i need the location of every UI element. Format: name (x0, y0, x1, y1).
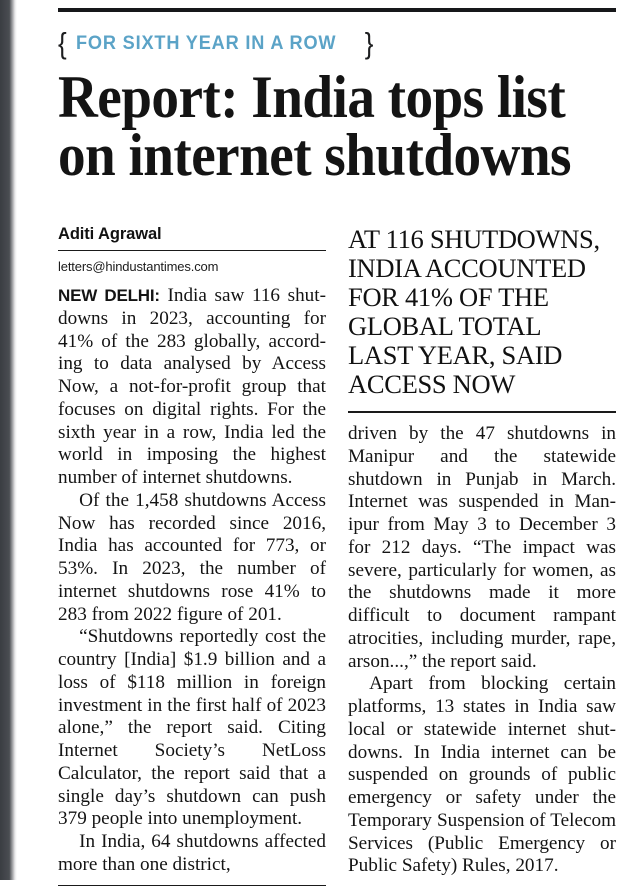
paragraph: Of the 1,458 shutdowns Access Now has recorded since 2016, India has accounted for 773, or 53%. In 2023, the number of internet shutdowns rose 41% to 283 from 2022 figure of 201. (58, 489, 326, 625)
pull-quote-line-4: GLOBAL TOTAL (348, 310, 542, 341)
dateline-label: NEW DELHI: (58, 286, 160, 306)
headline-line-1: Report: India tops list (58, 64, 566, 130)
pull-quote-divider-rule (348, 411, 616, 413)
pull-quote-line-1: AT 116 SHUTDOWNS, (348, 223, 600, 254)
pull-quote-line-6: ACCESS NOW (348, 369, 516, 400)
kicker-label: FOR SIXTH YEAR IN A ROW (75, 31, 337, 54)
paragraph: In India, 64 shutdowns affected more than one district, (58, 831, 326, 875)
article-columns (58, 225, 616, 886)
pull-quote-line-2: INDIA ACCOUNTED (348, 252, 586, 283)
left-column-body (58, 285, 326, 877)
byline-author: Aditi Agrawal (58, 224, 162, 243)
page-gutter-shadow (0, 0, 17, 880)
brace-close-glyph: } (364, 25, 374, 61)
paragraph: “Shutdowns reportedly cost the country [India] $1.9 billion and a loss of $118 million in foreign investment in the first half of 2023 alone,” the report said. Citing Internet Society’s NetLoss Calculator, the report said that a single day’s shutdown can push 379 people into unemployment. (58, 626, 326, 830)
article-headline (58, 64, 616, 189)
top-divider-rule (58, 8, 616, 12)
paragraph: Apart from blocking certain platforms, 13 states in India saw local or statewide internet shutdowns. In India internet can be suspended on grounds of public emergency or safety under the Temporary Suspension of Telecom Services (Public Emergency or Public Safety) Rules, 2017. (348, 673, 616, 877)
pull-quote-line-5: LAST YEAR, SAID (348, 340, 563, 371)
right-column (348, 225, 616, 886)
brace-open-glyph: { (58, 25, 67, 61)
paragraph-lead (58, 285, 326, 490)
pull-quote (348, 225, 616, 412)
byline-email: letters@hindustantimes.com (58, 259, 219, 275)
paragraph: driven by the 47 shutdowns in Manipur and the statewide shutdown in Punjab in March. Internet was suspended in Manipur from May 3 to December 3 for 212 days. “The impact was severe, particularly for women, as the shutdowns made it more difficult to document rampant atrocities, including murder, rape, arson...,” the report said. (348, 423, 616, 672)
paragraph-lead-text: India saw 116 shutdowns in 2023, accounting for 41% of the 283 globally, according to data analysed by Access Now, a not-for-profit group that focuses on digital rights. For the sixth year in a row, India led the world in imposing the highest number of internet shutdowns. (58, 285, 326, 489)
right-column-body (348, 423, 616, 878)
pull-quote-line-3: FOR 41% OF THE (348, 281, 549, 312)
left-column (58, 225, 326, 886)
newspaper-article-page (58, 0, 616, 880)
kicker-banner (58, 25, 616, 61)
headline-line-2: on internet shutdowns (58, 122, 571, 189)
